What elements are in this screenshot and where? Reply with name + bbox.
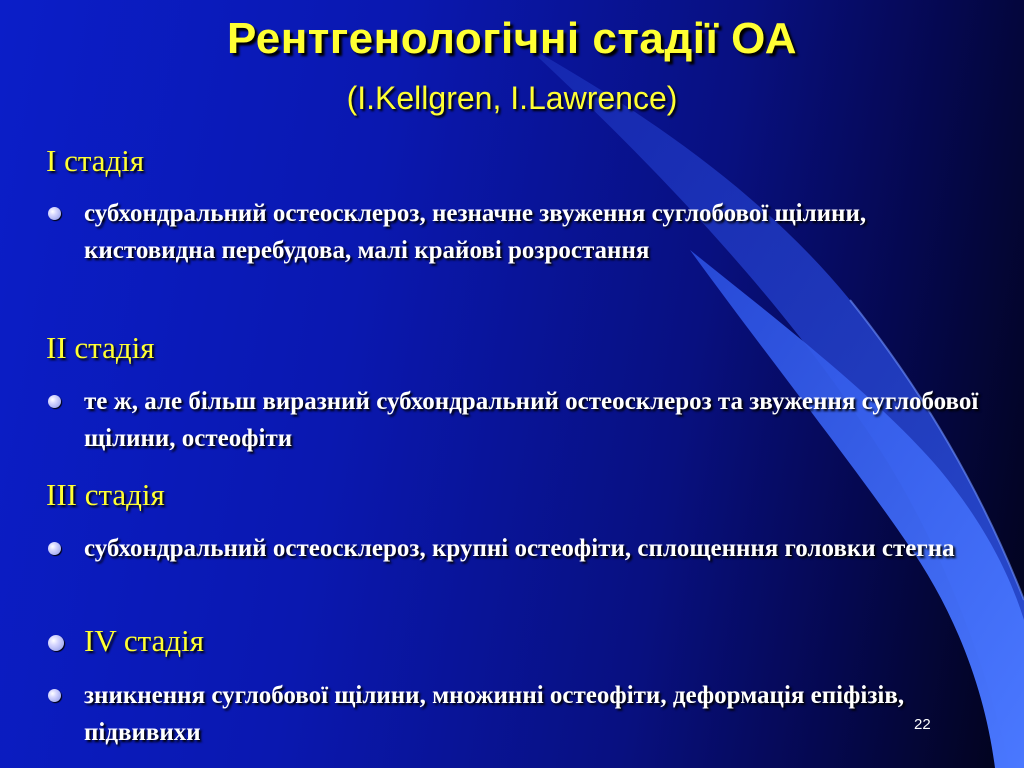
bullet-icon bbox=[48, 542, 61, 555]
bullet-icon bbox=[48, 635, 64, 651]
stage-2-heading: ІІ стадія bbox=[46, 330, 155, 365]
bullet-icon bbox=[48, 207, 61, 220]
stage-2-description: те ж, але більш виразний субхондральний остеосклероз та звуження суглобової щілини, остеофіти bbox=[84, 388, 979, 452]
stage-1-description: субхондральний остеосклероз, незначне звуження суглобової щілини, кистовидна перебудова, малі крайові розростання bbox=[84, 200, 867, 264]
stage-1-heading: І стадія bbox=[46, 143, 145, 178]
bullet-icon bbox=[48, 395, 61, 408]
slide-subtitle: (I.Kellgren, I.Lawrence) bbox=[346, 80, 678, 116]
stage-3-heading: ІІІ стадія bbox=[46, 477, 165, 512]
slide-title: Рентгенологічні стадії ОА bbox=[226, 14, 798, 63]
stage-3-description: субхондральний остеосклероз, крупні остеофіти, сплощенння головки стегна bbox=[84, 535, 955, 562]
slide-number: 22 bbox=[914, 716, 931, 733]
stage-4-description: зникнення суглобової щілини, множинні остеофіти, деформація епіфізів, підвивихи bbox=[84, 682, 905, 746]
bullet-icon bbox=[48, 689, 61, 702]
stage-4-heading: ІV стадія bbox=[84, 623, 204, 658]
